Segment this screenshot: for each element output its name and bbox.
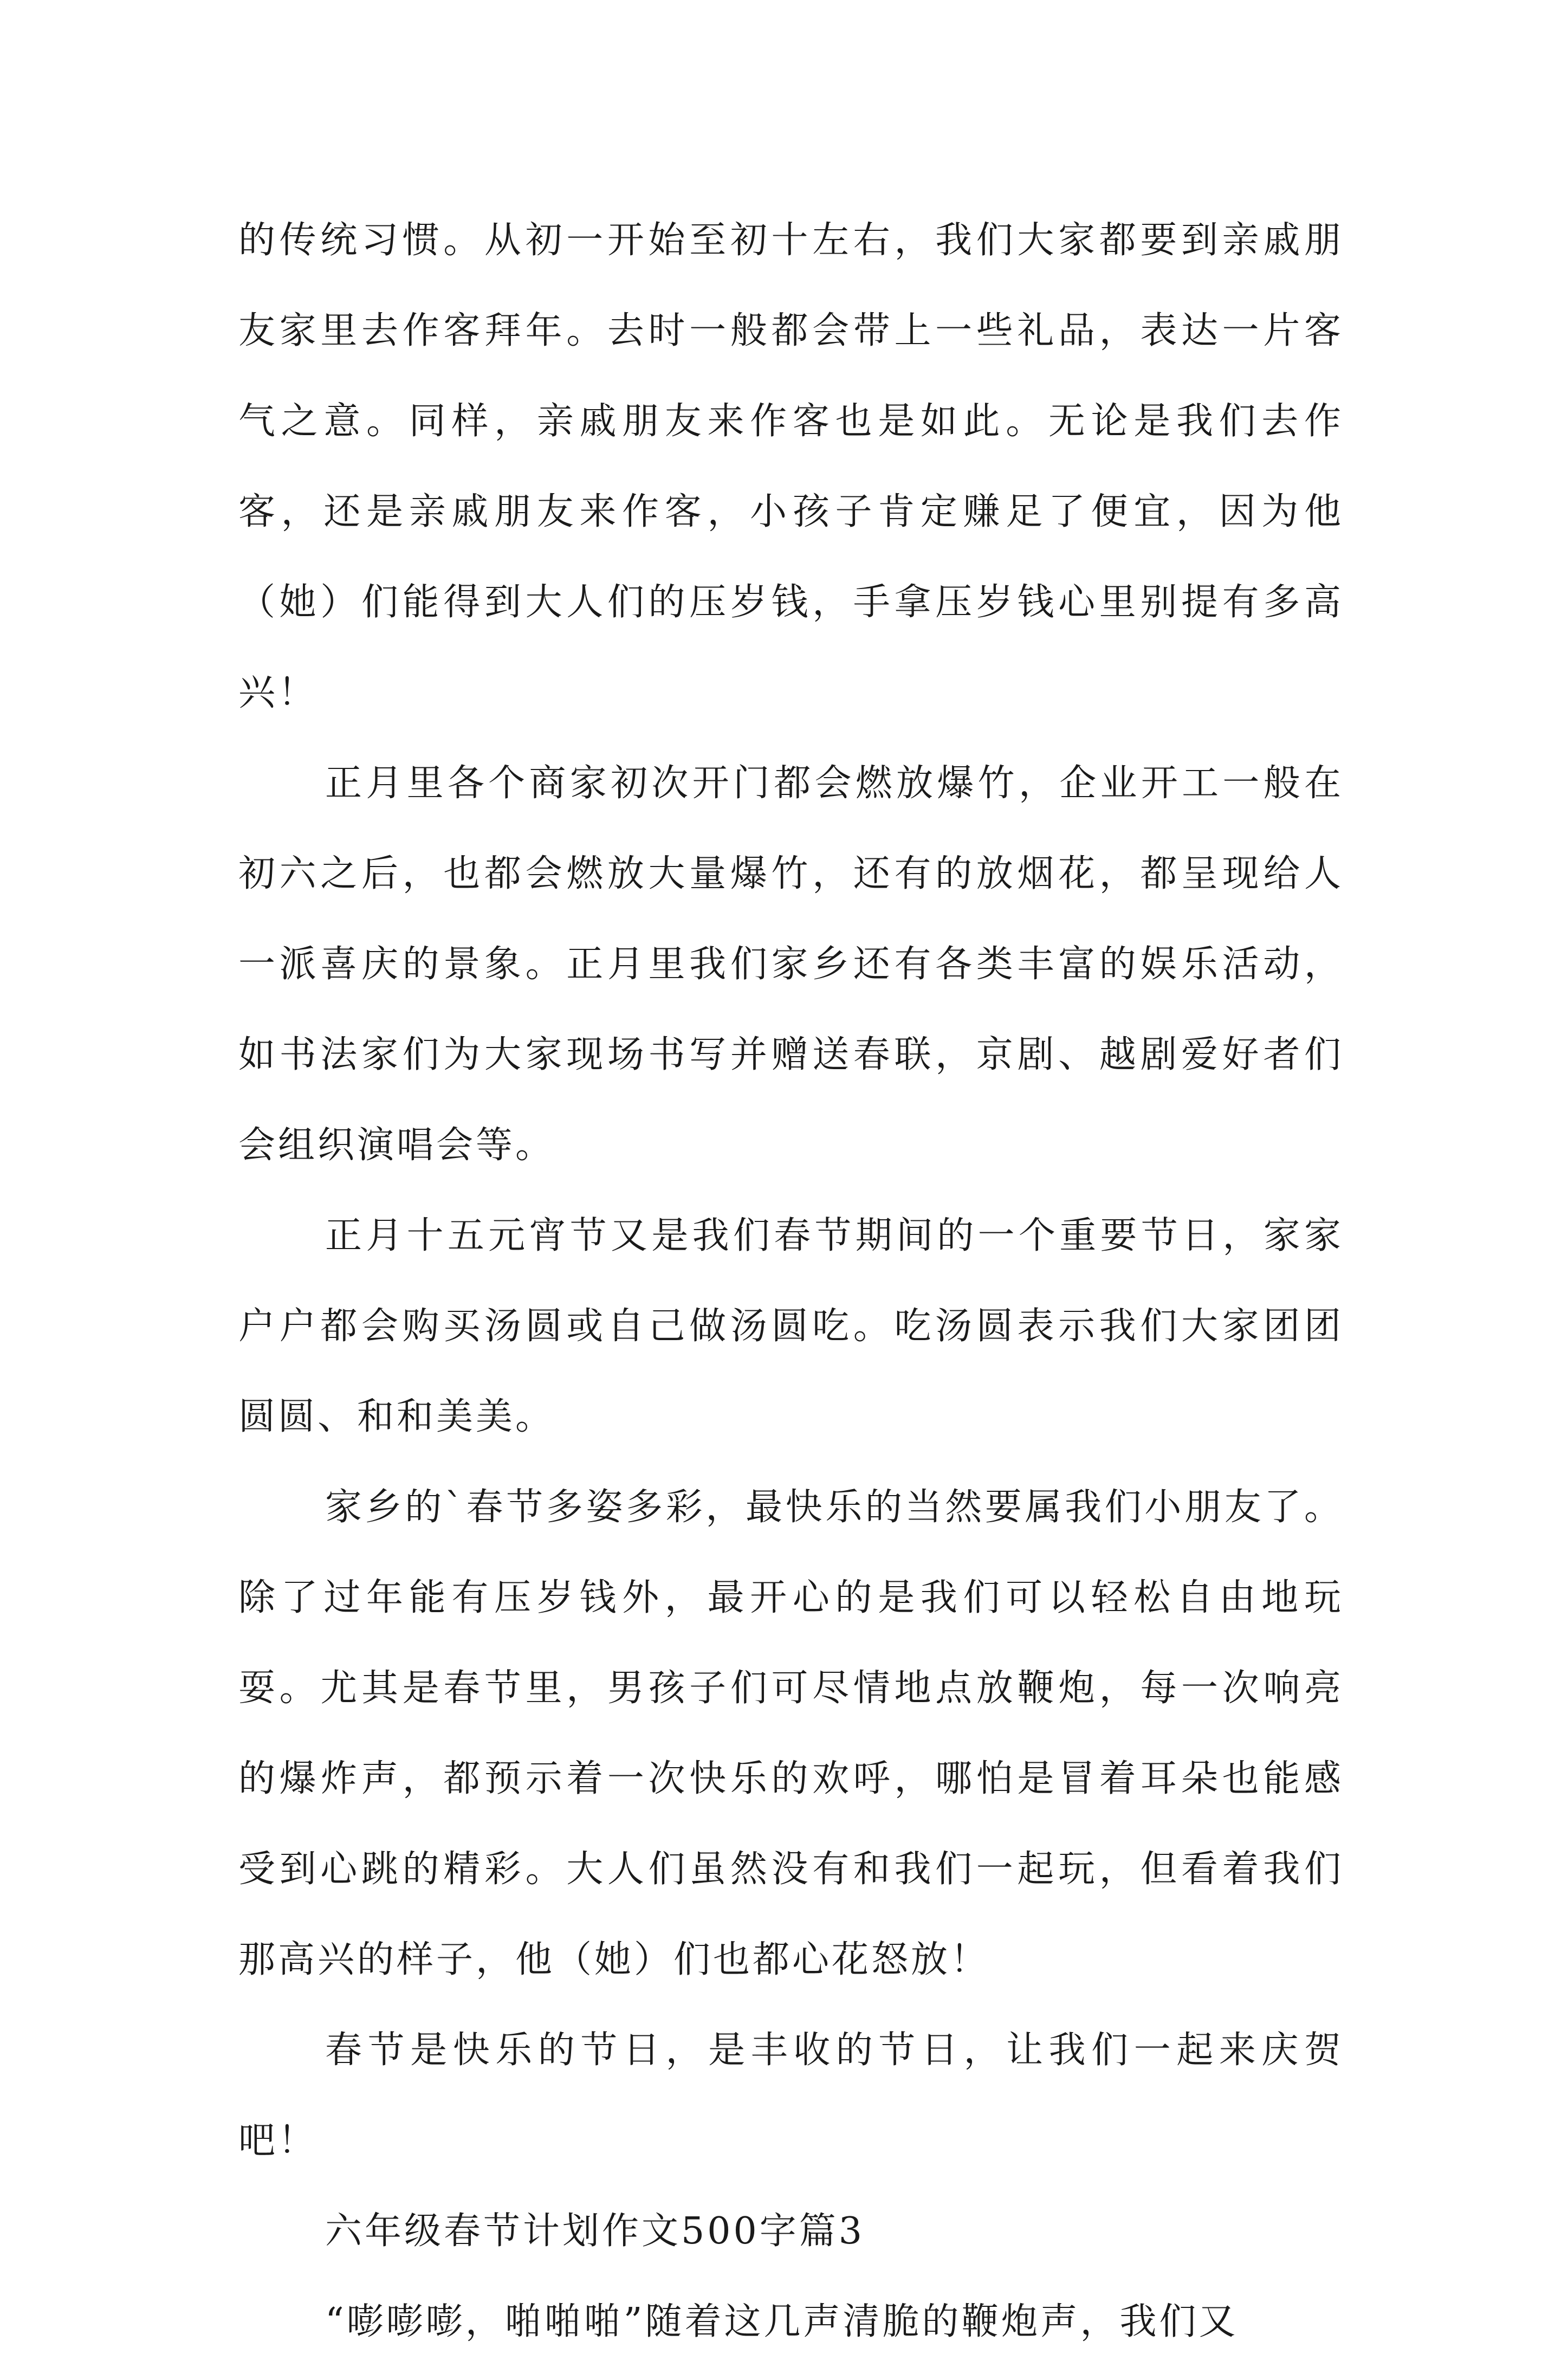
paragraph-1: 的传统习惯。从初一开始至初十左右，我们大家都要到亲戚朋友家里去作客拜年。去时一般都会带上一些礼品，表达一片客气之意。同样，亲戚朋友来作客也是如此。无论是我们去作客，还是亲戚朋友来作客，小孩子肯定赚足了便宜，因为他（她）们能得到大人们的压岁钱，手拿压岁钱心里别提有多高兴！	[238, 219, 1344, 714]
paragraph-3: 正月十五元宵节又是我们春节期间的一个重要节日，家家户户都会购买汤圆或自己做汤圆吃。吃汤圆表示我们大家团团圆圆、和和美美。	[238, 1214, 1344, 1438]
section-heading: 六年级春节计划作文500字篇3	[325, 2210, 865, 2253]
paragraph-4: 家乡的`春节多姿多彩，最快乐的当然要属我们小朋友了。除了过年能有压岁钱外，最开心的是我们可以轻松自由地玩耍。尤其是春节里，男孩子们可尽情地点放鞭炮，每一次响亮的爆炸声，都预示着一次快乐的欢呼，哪怕是冒着耳朵也能感受到心跳的精彩。大人们虽然没有和我们一起玩，但看着我们那高兴的样子，他（她）们也都心花怒放！	[238, 1486, 1344, 1981]
paragraph-5: 春节是快乐的节日，是丰收的节日，让我们一起来庆贺吧！	[238, 2029, 1344, 2162]
document-body	[238, 195, 1344, 2367]
paragraph-6: “嘭嘭嘭，啪啪啪”随着这几声清脆的鞭炮声，我们又	[325, 2300, 1239, 2343]
paragraph-2: 正月里各个商家初次开门都会燃放爆竹，企业开工一般在初六之后，也都会燃放大量爆竹，还有的放烟花，都呈现给人一派喜庆的景象。正月里我们家乡还有各类丰富的娱乐活动，如书法家们为大家现场书写并赠送春联，京剧、越剧爱好者们会组织演唱会等。	[238, 762, 1344, 1167]
